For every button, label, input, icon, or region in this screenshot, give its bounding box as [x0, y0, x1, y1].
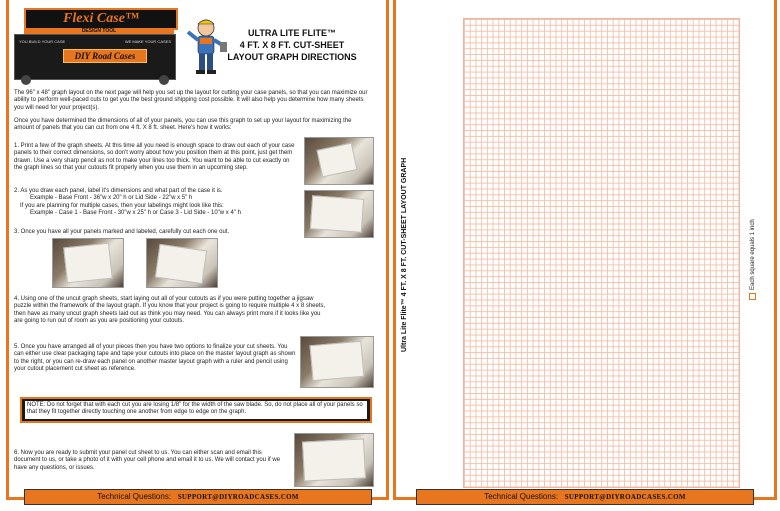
- footer-email-link[interactable]: SUPPORT@DIYROADCASES.COM: [177, 493, 299, 501]
- case-label: DIY Road Cases: [63, 49, 147, 63]
- case-right-text: WE MAKE YOUR CASES: [124, 39, 171, 44]
- footer-email-link[interactable]: SUPPORT@DIYROADCASES.COM: [564, 493, 686, 501]
- square-icon: [749, 293, 756, 300]
- flexi-case-logo: [14, 8, 214, 78]
- logo-subtitle: DESIGN TOOL: [24, 28, 174, 34]
- wheel-icon: [21, 75, 31, 85]
- right-footer: [416, 489, 754, 505]
- title-line-1: ULTRA LITE FLITE™: [248, 28, 336, 38]
- step-2-example-1: Example - Base Front - 36"w x 20" h or Lid Side - 22"w x 5" h: [30, 195, 193, 202]
- step-6-text: 6. Now you are ready to submit your panel cut sheet to us. You can either scan and email this document to us, or take a photo of it with your cell phone and email it to us. We will contact you if we have any questions, or issues.: [14, 450, 281, 471]
- step-2-example-2: Example - Case 1 - Base Front - 30"w x 25" h or Case 3 - Lid Side - 10"w x 4" h: [30, 210, 241, 217]
- step-1-photo: [304, 137, 374, 185]
- title-line-2: 4 FT. X 8 FT. CUT-SHEET: [239, 40, 345, 50]
- step-3-photo-1: [52, 238, 124, 288]
- title-line-3: LAYOUT GRAPH DIRECTIONS: [227, 52, 357, 62]
- logo-brand: Flexi Case™: [24, 8, 178, 30]
- footer-label: Technical Questions:: [97, 492, 172, 501]
- step-6-photo: [294, 433, 374, 487]
- step-2-text: [14, 188, 298, 218]
- graph-side-title: Ultra Lite Flite™ 4 FT. X 8 FT. CUT-SHEET LAYOUT GRAPH: [401, 157, 408, 352]
- step-3-photo-2: [146, 238, 218, 288]
- graph-legend: [749, 219, 756, 300]
- step-1-text: 1. Print a few of the graph sheets. At this time all you need is enough space to draw out each of your case panels to their correct dimensions, so don't worry about how you position them at this point, just get them drawn. Use a very sharp pencil as not to make your lines too thick. You want to be able to cut exactly on the graph lines so that your cutouts fit properly when you use them in an upcoming step.: [14, 143, 295, 172]
- legend-text: Each square equals 1 inch: [750, 219, 757, 290]
- left-footer: [24, 489, 372, 505]
- page-title: [222, 27, 362, 63]
- step-2-photo: [304, 190, 374, 238]
- case-left-text: YOU BUILD YOUR CASE: [19, 39, 66, 44]
- saw-blade-note: [20, 397, 372, 423]
- step-5-photo: [300, 336, 374, 388]
- intro-paragraph-2: Once you have determined the dimensions of all of your panels, you can use this graph to set up your layout for maximizing the amount of panels that you can cut from one 4 ft. X 8 ft. sheet. Here's how it works:: [14, 118, 352, 132]
- step-2-line-2: If you are planning for multiple cases, then your labelings might look like this:: [20, 202, 224, 209]
- intro-paragraph-1: The 96" x 48" graph layout on the next page will help you set up the layout for cutting your case panels, so that you can maximize our ability to perform well-paced cuts to get you the best ground shipping cost possible. It will also help you determine how many sheets you will need for your project(s).: [14, 90, 368, 111]
- step-4-text: 4. Using one of the uncut graph sheets, start laying out all of your cutouts as if you were putting together a jigsaw puzzle within the framework of the layout graph. If you know that your project is going to require multiple 4 x 8 sheets, then have as many uncut graph sheets laid out as think you may need. You can always print more if it looks like you are going to run out of room as you are positioning your cutouts.: [14, 296, 326, 325]
- step-5-text: 5. Once you have arranged all of your pieces then you have two options to finalize your cut sheets. You can either use clear packaging tape and tape your cutouts into place on the master layout graph as shown to the right, or you can re-draw each panel on another master layout graph with a ruler and pencil using your cutout placement cut sheet as reference.: [14, 344, 296, 373]
- step-3-text: 3. Once you have all your panels marked and labeled, carefully cut each one out.: [14, 229, 230, 235]
- layout-graph-grid: [463, 18, 740, 488]
- step-2-line-1: 2. As you draw each panel, label it's dimensions and what part of the case it is.: [14, 188, 223, 194]
- wheel-icon: [159, 75, 169, 85]
- footer-label: Technical Questions:: [484, 492, 559, 501]
- road-case-image: [14, 34, 176, 80]
- note-text: NOTE: Do not forget that with each cut you are losing 1/8" for the width of the saw blade. So, do not place all of your panels so that they fit together directly touching one another from edge to edge on the graph.: [25, 401, 367, 419]
